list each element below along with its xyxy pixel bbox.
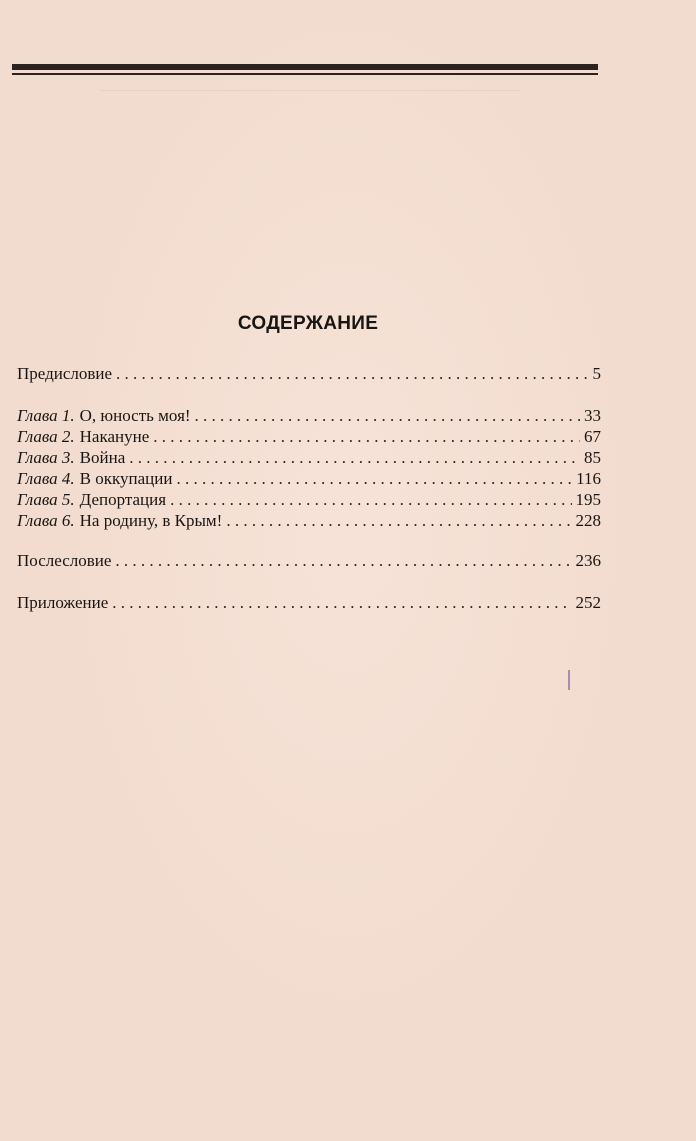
toc-entry-title: В оккупации [79, 469, 173, 488]
toc-entry-preface[interactable] [17, 364, 601, 384]
toc-entry-chapter-3[interactable] [17, 448, 601, 468]
toc-entry-chapter-4[interactable] [17, 469, 601, 489]
toc-page-number: 67 [584, 427, 601, 446]
toc-chapter-label: Глава 3. [17, 448, 75, 467]
toc-entry-chapter-2[interactable] [17, 427, 601, 447]
toc-page-number: 116 [576, 469, 601, 488]
toc-entry-title: Война [79, 448, 126, 467]
toc-entry-title: Послесловие [17, 551, 112, 570]
dot-leader [116, 364, 588, 384]
toc-entry-chapter-5[interactable] [17, 490, 601, 510]
dot-leader [153, 427, 580, 447]
dot-leader [170, 490, 571, 510]
dot-leader [129, 448, 580, 468]
toc-chapter-label: Глава 2. [17, 427, 75, 446]
show-through-block-top [100, 90, 520, 211]
dot-leader [195, 406, 580, 426]
toc-chapter-label: Глава 4. [17, 469, 75, 488]
show-through-block-bottom [150, 620, 530, 1020]
toc-chapter-label: Глава 6. [17, 511, 75, 530]
toc-chapter-label: Глава 1. [17, 406, 75, 425]
toc-page-number: 5 [592, 364, 601, 383]
toc-page-number: 33 [584, 406, 601, 425]
toc-entry-title: Приложение [17, 593, 109, 612]
toc-page-number: 228 [575, 511, 601, 530]
toc-page-number: 85 [584, 448, 601, 467]
toc-entry-title: О, юность моя! [79, 406, 191, 425]
toc-entry-chapter-1[interactable] [17, 406, 601, 426]
toc-entry-title: Накануне [79, 427, 150, 446]
toc-entry-title: Депортация [79, 490, 167, 509]
toc-page-number: 236 [575, 551, 601, 570]
toc-entry-title: На родину, в Крым! [79, 511, 223, 530]
toc-page-number: 195 [575, 490, 601, 509]
dot-leader [226, 511, 571, 531]
dot-leader [112, 593, 571, 613]
dot-leader [176, 469, 572, 489]
contents-title: СОДЕРЖАНИЕ [237, 313, 379, 334]
toc-chapter-label: Глава 5. [17, 490, 75, 509]
dot-leader [115, 551, 571, 571]
header-rule-thick [12, 64, 598, 70]
toc-entry-afterword[interactable] [17, 551, 601, 571]
toc-entry-title: Предисловие [17, 364, 113, 383]
header-rule-thin [12, 73, 598, 75]
pen-mark [568, 670, 570, 690]
toc-entry-appendix[interactable] [17, 593, 601, 613]
toc-page-number: 252 [575, 593, 601, 612]
toc-entry-chapter-6[interactable] [17, 511, 601, 531]
